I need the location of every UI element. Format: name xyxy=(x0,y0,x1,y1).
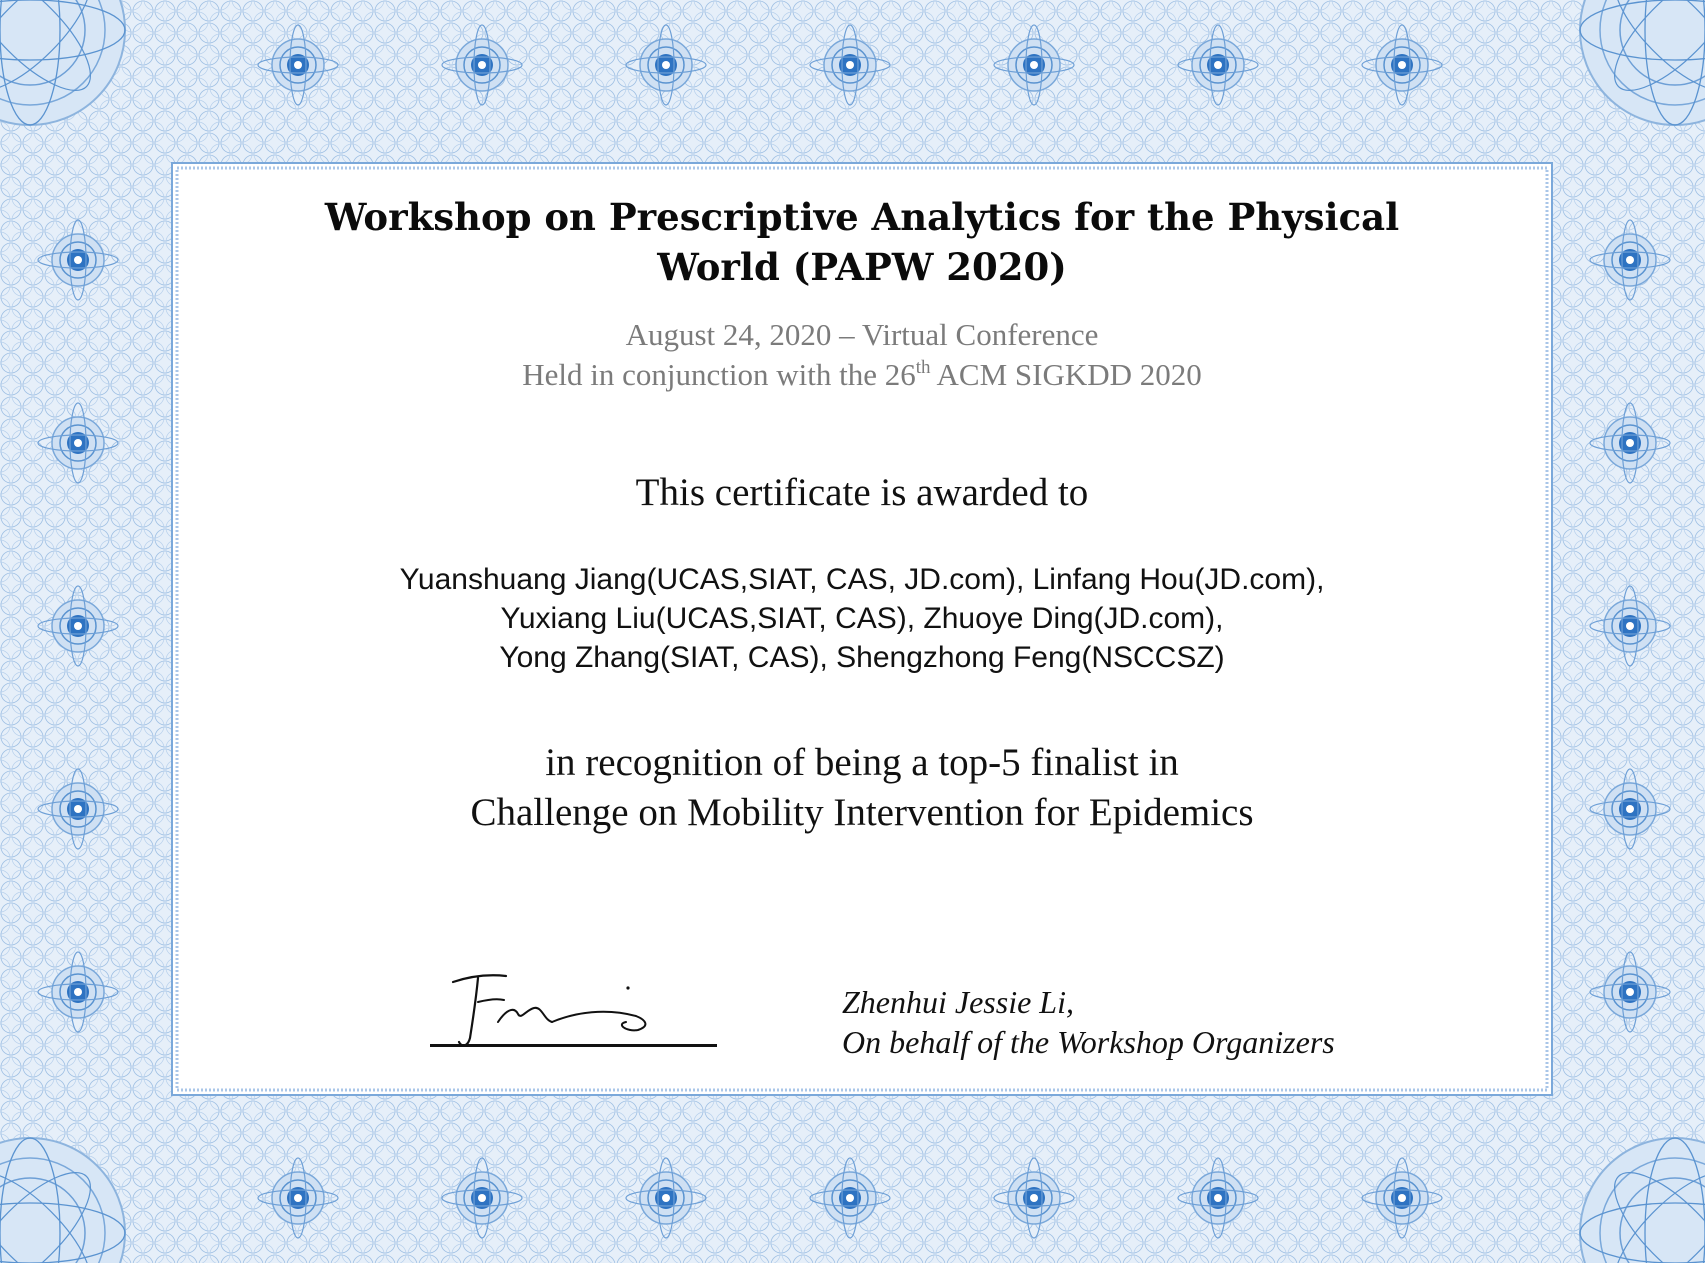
challenge-name: Challenge on Mobility Intervention for Epidemics xyxy=(470,791,1254,834)
signer-role: On behalf of the Workshop Organizers xyxy=(842,1024,1335,1060)
conjunction-prefix: Held in conjunction with the 26 xyxy=(522,357,916,392)
signer-name: Zhenhui Jessie Li, xyxy=(842,984,1074,1020)
certificate-title xyxy=(183,192,1541,292)
signature-line xyxy=(430,1044,717,1047)
title-line-2: World (PAPW 2020) xyxy=(657,245,1067,289)
conjunction-suffix: ACM SIGKDD 2020 xyxy=(930,357,1202,392)
recognition-line-1: in recognition of being a top-5 finalist in xyxy=(545,741,1179,784)
handwritten-signature xyxy=(426,964,726,1054)
recipients-line: Yuxiang Liu(UCAS,SIAT, CAS), Zhuoye Ding(JD.com), xyxy=(500,602,1224,635)
title-line-1: Workshop on Prescriptive Analytics for the Physical xyxy=(324,195,1400,239)
event-date: August 24, 2020 – Virtual Conference xyxy=(625,317,1099,352)
certificate-body xyxy=(183,174,1541,1084)
recipients-line: Yuanshuang Jiang(UCAS,SIAT, CAS, JD.com), Linfang Hou(JD.com), xyxy=(399,563,1325,596)
recipients-list xyxy=(183,560,1541,677)
recipients-line: Yong Zhang(SIAT, CAS), Shengzhong Feng(NSCCSZ) xyxy=(499,641,1225,674)
awarded-to-heading: This certificate is awarded to xyxy=(635,471,1089,514)
ordinal-suffix: th xyxy=(915,357,931,378)
conference-conjunction xyxy=(183,355,1541,395)
